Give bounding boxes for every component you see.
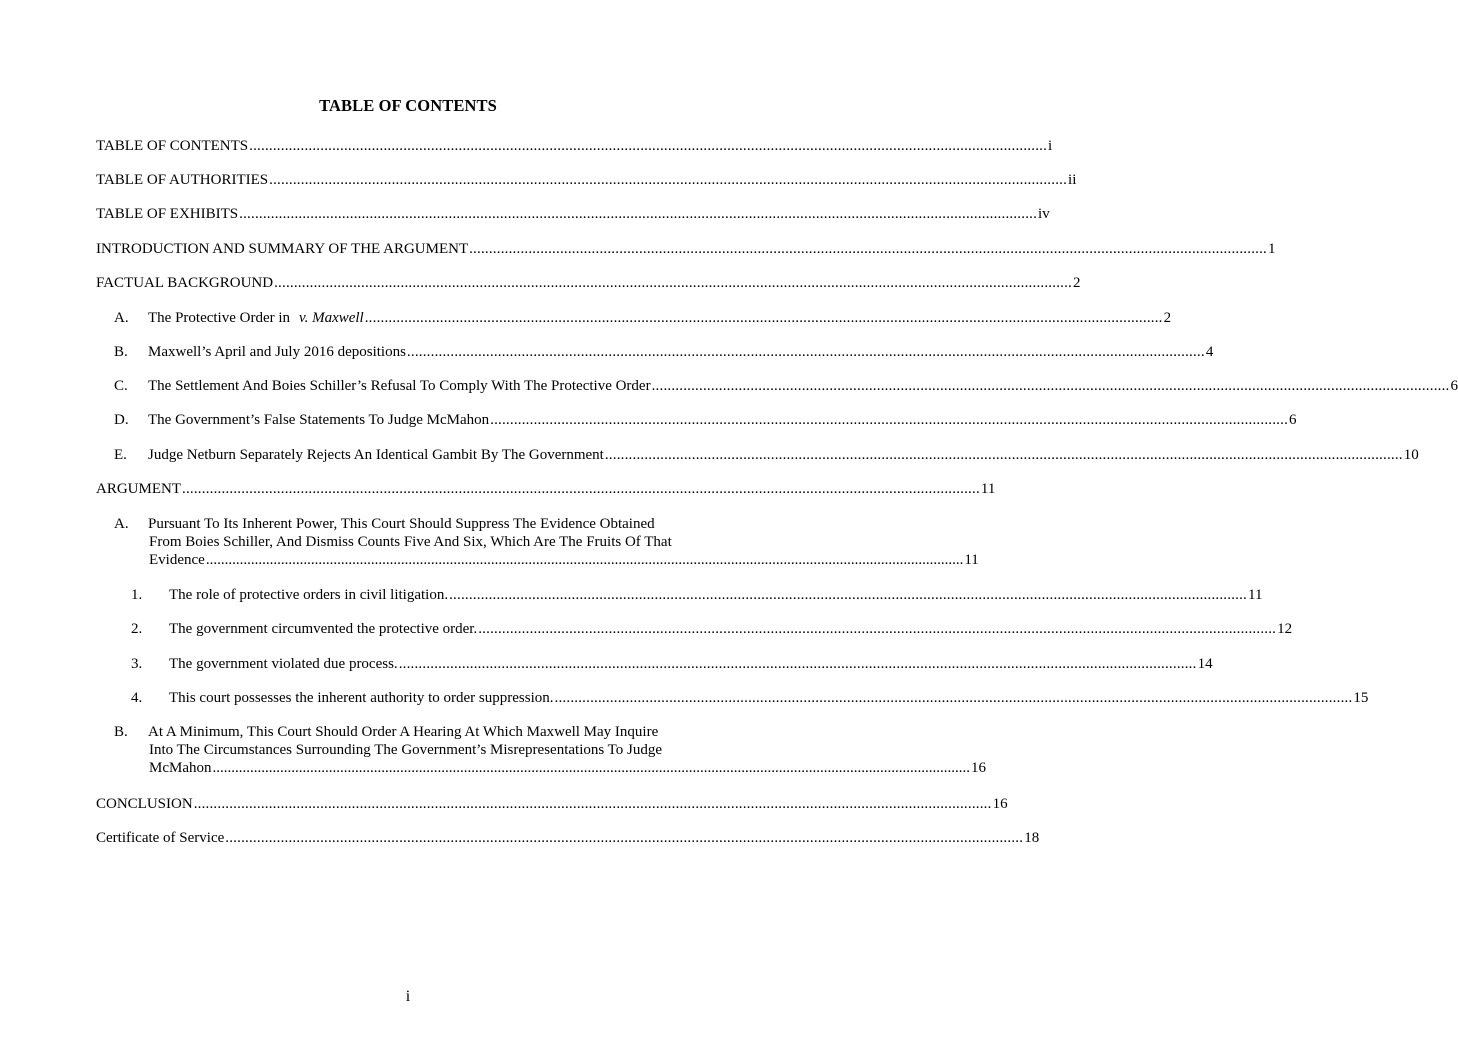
toc-entry[interactable] (96, 795, 1008, 813)
toc-entry-number: A. (114, 516, 129, 532)
dot-leader: .......................................................................................................................................................................................................... (398, 656, 1197, 672)
toc-entry[interactable] (131, 655, 1213, 673)
toc-entry-label: INTRODUCTION AND SUMMARY OF THE ARGUMENT (96, 241, 469, 257)
toc-entry-label: TABLE OF CONTENTS (96, 138, 249, 154)
toc-entry-label: The Settlement And Boies Schiller’s Refusal To Comply With The Protective Order (148, 378, 651, 394)
toc-entry-line (114, 723, 720, 741)
toc-page-number: i (1048, 138, 1053, 154)
toc-page-number: 15 (1353, 690, 1369, 706)
toc-entry[interactable] (114, 411, 1297, 429)
toc-page-number: 6 (1289, 412, 1297, 428)
toc-entry-number: C. (114, 378, 128, 394)
toc-entry-number: B. (114, 344, 128, 360)
toc-entry-line (114, 515, 720, 533)
toc-entry[interactable] (114, 343, 1214, 361)
dot-leader: .......................................................................................................................................................................................................... (604, 447, 1403, 463)
toc-page-number: 12 (1277, 621, 1293, 637)
toc-entry-label: The Protective Order in (148, 310, 291, 326)
toc-entry-label: The government circumvented the protective order. (169, 621, 478, 637)
footer-page-number: i (405, 988, 411, 1005)
toc-entry-number: 4. (131, 690, 143, 706)
toc-page-number: 4 (1205, 344, 1214, 360)
toc-entry[interactable] (114, 723, 986, 777)
toc-entry-label: The role of protective orders in civil litigation. (169, 587, 449, 603)
toc-entry[interactable] (96, 171, 1077, 189)
toc-entry[interactable] (131, 586, 1263, 604)
toc-entry[interactable] (96, 480, 996, 498)
toc-entry-label: CONCLUSION (96, 796, 193, 812)
toc-entry-label: TABLE OF EXHIBITS (96, 206, 239, 222)
toc-entry[interactable] (96, 274, 1081, 292)
dot-leader: .......................................................................................................................................................................................................... (249, 138, 1048, 154)
page-title: TABLE OF CONTENTS (319, 96, 497, 115)
toc-entry[interactable] (114, 515, 979, 569)
toc-entry-number: B. (114, 724, 128, 740)
toc-entry[interactable] (96, 137, 1053, 155)
dot-leader: .......................................................................................................................................................................................................... (269, 172, 1068, 188)
dot-leader: .......................................................................................................................................................................................................... (449, 587, 1247, 603)
toc-entry-label: ARGUMENT (96, 481, 181, 497)
toc-entry-label: Maxwell’s April and July 2016 depositions (148, 344, 406, 360)
dot-leader: .......................................................................................................................................................................................................... (239, 206, 1038, 222)
toc-page-number: 10 (1403, 447, 1419, 463)
toc-entry-number: 3. (131, 656, 143, 672)
dot-leader: .......................................................................................................................................................................................................... (651, 378, 1450, 394)
toc-page-number: 2 (1073, 275, 1081, 291)
dot-leader: .......................................................................................................................................................................................................... (406, 344, 1205, 360)
toc-entry-label: McMahon (149, 760, 212, 776)
toc-entry-label: At A Minimum, This Court Should Order A Hearing At Which Maxwell May Inquire (148, 724, 659, 740)
toc-entry-line (114, 551, 979, 569)
dot-leader: .......................................................................................................................................................................................................... (225, 830, 1024, 846)
dot-leader: .......................................................................................................................................................................................................... (193, 796, 992, 812)
toc-entry-label: Evidence (149, 552, 205, 568)
toc-page-number: iv (1038, 206, 1050, 222)
toc-entry[interactable] (96, 829, 1040, 847)
dot-leader: .......................................................................................................................................................................................................... (554, 690, 1353, 706)
toc-entry[interactable] (114, 377, 1458, 395)
toc-entry-label: Pursuant To Its Inherent Power, This Court Should Suppress The Evidence Obtained (148, 516, 655, 532)
toc-entry[interactable] (114, 308, 1172, 327)
toc-page-number: 2 (1163, 310, 1172, 326)
toc-page-number: ii (1068, 172, 1077, 188)
toc-entry[interactable] (131, 620, 1293, 638)
toc-entry-number: 2. (131, 621, 143, 637)
toc-entry[interactable] (131, 689, 1369, 707)
toc-entry-label: Certificate of Service (96, 830, 225, 846)
dot-leader: .......................................................................................................................................................................................................... (490, 412, 1289, 428)
toc-entry-line (114, 759, 986, 777)
toc-entry-label: Judge Netburn Separately Rejects An Identical Gambit By The Government (148, 447, 604, 463)
dot-leader: .......................................................................................................................................................................................................... (182, 481, 980, 497)
dot-leader: .......................................................................................................................................................................................................... (274, 275, 1072, 291)
toc-entry-number: A. (114, 310, 129, 326)
toc-entry-label: The Government’s False Statements To Judge McMahon (148, 412, 490, 428)
toc-page-number: 14 (1197, 656, 1213, 672)
dot-leader: .......................................................................................................................................................................................................... (364, 310, 1163, 326)
toc-page-number: 11 (964, 552, 979, 568)
toc-page-number: 11 (980, 481, 996, 497)
toc-page-number: 11 (1248, 587, 1263, 603)
toc-entry-number: E. (114, 447, 127, 463)
toc-entry-label-italic: v. Maxwell (299, 310, 364, 326)
toc-page-number: 18 (1024, 830, 1040, 846)
toc-entry-line: From Boies Schiller, And Dismiss Counts Five And Six, Which Are The Fruits Of That (149, 534, 672, 550)
toc-entry-number: 1. (131, 587, 143, 603)
toc-page-number: 1 (1268, 241, 1276, 257)
toc-page-number: 6 (1450, 378, 1458, 394)
dot-leader: .......................................................................................................................................................................................................... (212, 760, 970, 776)
toc-entry-label: This court possesses the inherent authority to order suppression. (169, 690, 554, 706)
toc-entry-label: TABLE OF AUTHORITIES (96, 172, 269, 188)
toc-entry-label: The government violated due process. (169, 656, 398, 672)
toc-page-number: 16 (971, 760, 986, 776)
dot-leader: .......................................................................................................................................................................................................... (469, 241, 1268, 257)
dot-leader: .......................................................................................................................................................................................................... (478, 621, 1277, 637)
toc-entry-line: Into The Circumstances Surrounding The Government’s Misrepresentations To Judge (149, 742, 663, 758)
dot-leader: .......................................................................................................................................................................................................... (205, 552, 964, 568)
toc-entry-label: FACTUAL BACKGROUND (96, 275, 274, 291)
toc-entry[interactable] (96, 240, 1276, 258)
toc-entry[interactable] (96, 205, 1050, 223)
toc-entry-number: D. (114, 412, 129, 428)
toc-entry[interactable] (114, 446, 1419, 464)
toc-page-number: 16 (992, 796, 1008, 812)
